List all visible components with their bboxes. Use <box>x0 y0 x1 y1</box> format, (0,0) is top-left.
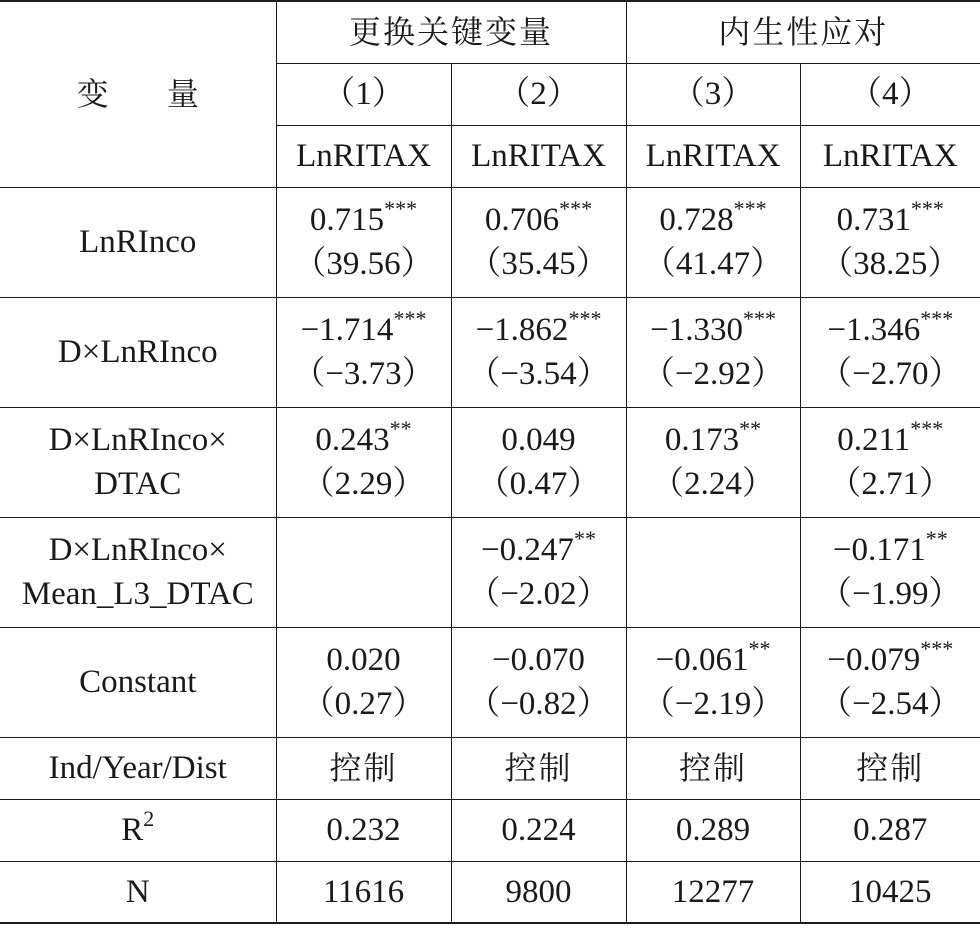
control-cell: 控制 <box>451 737 626 799</box>
coef-cell: 0.728*** （41.47） <box>626 187 800 297</box>
row-label: Ind/Year/Dist <box>0 737 276 799</box>
observations-row <box>0 861 980 923</box>
table-row <box>0 407 980 517</box>
r-squared-cell: 0.232 <box>276 799 451 861</box>
observations-cell: 12277 <box>626 861 800 923</box>
control-cell: 控制 <box>276 737 451 799</box>
r-squared-cell: 0.289 <box>626 799 800 861</box>
table-row <box>0 627 980 737</box>
observations-cell: 9800 <box>451 861 626 923</box>
r-squared-row <box>0 799 980 861</box>
controls-row <box>0 737 980 799</box>
column-number: （3） <box>626 63 800 125</box>
row-label: D×LnRInco <box>0 297 276 407</box>
dependent-variable: LnRITAX <box>626 125 800 187</box>
coef-cell: −1.346*** （−2.70） <box>800 297 980 407</box>
coef-cell: 0.173** （2.24） <box>626 407 800 517</box>
row-label: Constant <box>0 627 276 737</box>
coef-cell <box>276 517 451 627</box>
observations-cell: 10425 <box>800 861 980 923</box>
coef-cell: −0.061** （−2.19） <box>626 627 800 737</box>
coef-cell <box>626 517 800 627</box>
coef-cell: −1.330*** （−2.92） <box>626 297 800 407</box>
coef-cell: 0.211*** （2.71） <box>800 407 980 517</box>
coef-cell: 0.243** （2.29） <box>276 407 451 517</box>
header-row-groups <box>0 1 980 63</box>
table-row <box>0 187 980 297</box>
row-label: N <box>0 861 276 923</box>
r-squared-cell: 0.224 <box>451 799 626 861</box>
r-squared-cell: 0.287 <box>800 799 980 861</box>
coef-cell: 0.731*** （38.25） <box>800 187 980 297</box>
group-header-2: 内生性应对 <box>626 1 980 63</box>
coef-cell: −1.862*** （−3.54） <box>451 297 626 407</box>
coef-cell: 0.715*** （39.56） <box>276 187 451 297</box>
control-cell: 控制 <box>800 737 980 799</box>
dependent-variable: LnRITAX <box>451 125 626 187</box>
table-row <box>0 297 980 407</box>
row-label: D×LnRInco× DTAC <box>0 407 276 517</box>
coef-cell: 0.706*** （35.45） <box>451 187 626 297</box>
coef-cell: 0.020 （0.27） <box>276 627 451 737</box>
row-label: LnRInco <box>0 187 276 297</box>
column-number: （2） <box>451 63 626 125</box>
dependent-variable: LnRITAX <box>800 125 980 187</box>
coef-cell: −0.171** （−1.99） <box>800 517 980 627</box>
column-number: （1） <box>276 63 451 125</box>
variable-header: 变 量 <box>0 1 276 187</box>
coef-cell: −0.247** （−2.02） <box>451 517 626 627</box>
dependent-variable: LnRITAX <box>276 125 451 187</box>
coef-cell: −0.079*** （−2.54） <box>800 627 980 737</box>
coef-cell: −0.070 （−0.82） <box>451 627 626 737</box>
column-number: （4） <box>800 63 980 125</box>
coef-cell: −1.714*** （−3.73） <box>276 297 451 407</box>
row-label: D×LnRInco× Mean_L3_DTAC <box>0 517 276 627</box>
control-cell: 控制 <box>626 737 800 799</box>
table-row <box>0 517 980 627</box>
group-header-1: 更换关键变量 <box>276 1 626 63</box>
row-label: $R^2$ <box>0 799 276 861</box>
observations-cell: 11616 <box>276 861 451 923</box>
coef-cell: 0.049 （0.47） <box>451 407 626 517</box>
